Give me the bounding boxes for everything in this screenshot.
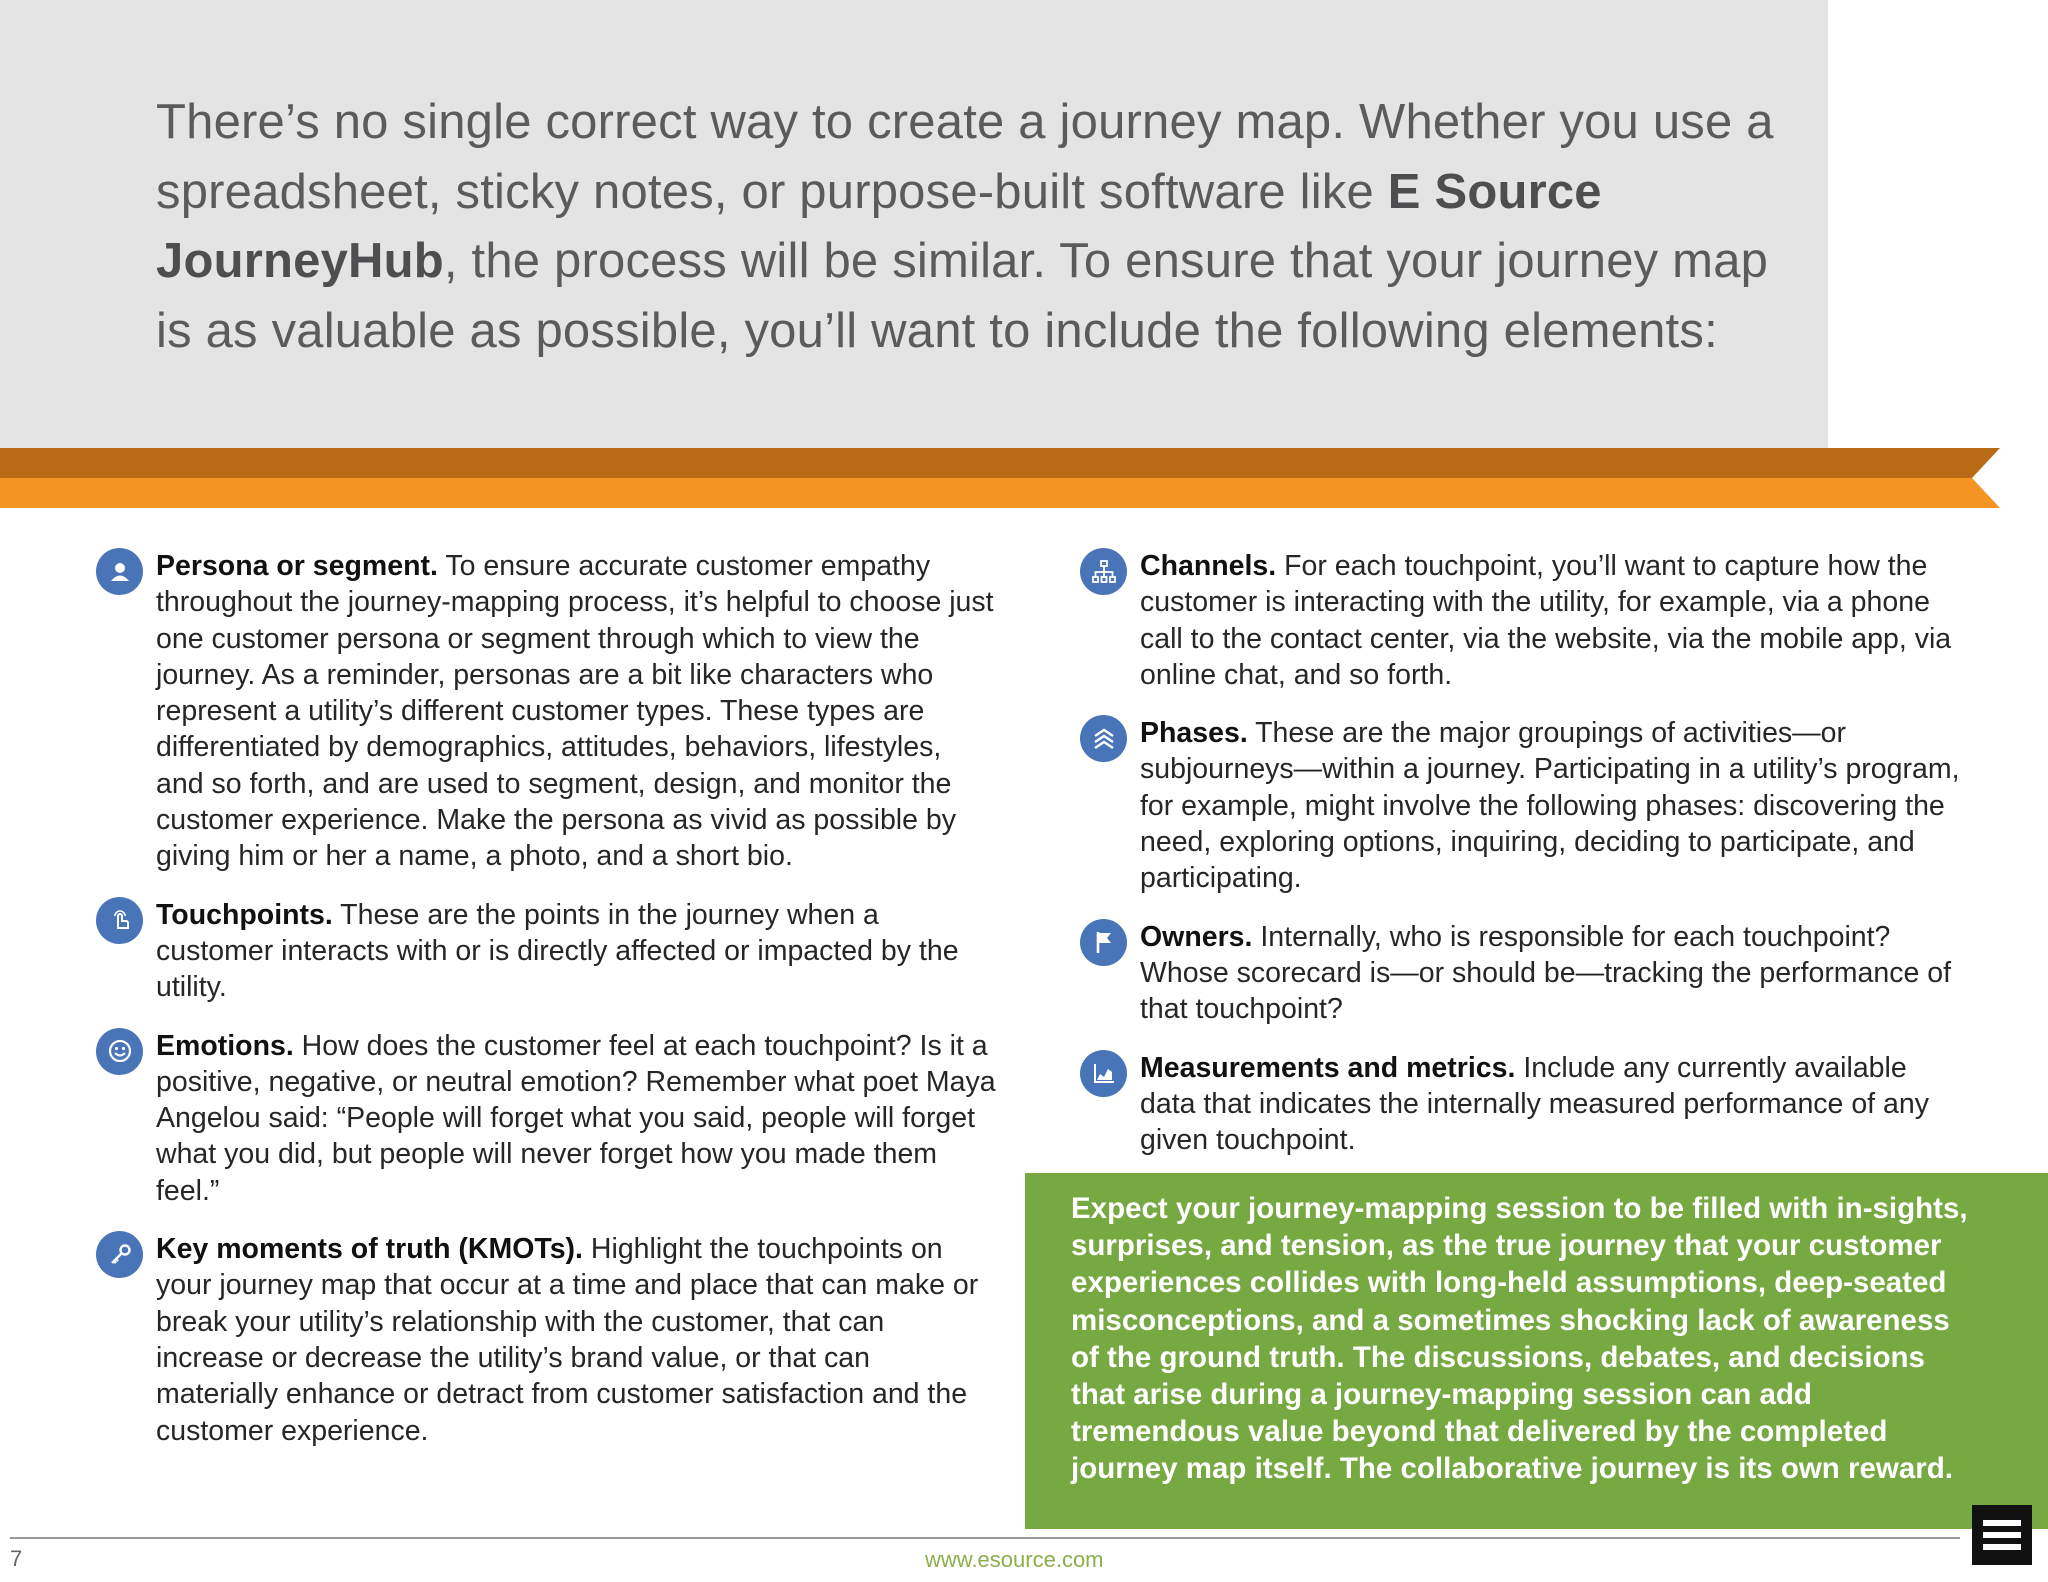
- item-title: Channels.: [1140, 550, 1277, 582]
- touch-hand-icon: [96, 897, 143, 944]
- metrics-item: [1080, 1050, 1970, 1159]
- item-title: Key moments of truth (KMOTs).: [156, 1233, 583, 1266]
- item-body: How does the customer feel at each touchpoint? Is it a positive, negative, or neutral emotion? Remember what poet Maya Angelou said: “People will forget what you said, people will forget what you did, but people will never forget how you made them feel.”: [156, 1029, 996, 1207]
- layers-icon: [1080, 715, 1127, 762]
- intro-product-name: E Source JourneyHub: [156, 164, 1602, 288]
- callout-text: Expect your journey-mapping session to be filled with in-sights, surprises, and tension, as the true journey that your customer experiences collides with long-held assumptions, deep-seated misconceptions, and a sometimes shocking lack of awareness of the ground truth. The discussions, debates, and decisions that arise during a journey-mapping session can add tremendous value beyond that delivered by the completed journey map itself. The collaborative journey is its own reward.: [1071, 1192, 1968, 1486]
- emotions-item: [96, 1028, 996, 1209]
- flag-icon: [1080, 919, 1127, 966]
- person-icon: [96, 548, 143, 595]
- intro-part1: There’s no single correct way to create a journey map. Whether you use a spreadsheet, sticky notes, or purpose-built software like: [156, 95, 1774, 219]
- item-body: Highlight the touchpoints on your journey map that occur at a time and place that can make or break your utility’s relationship with the customer, that can increase or decrease the utility’s brand value, or that can materially enhance or detract from customer satisfaction and the customer experience.: [156, 1233, 979, 1447]
- hierarchy-icon: [1080, 548, 1127, 595]
- footer-url[interactable]: www.esource.com: [925, 1547, 1104, 1572]
- item-body: These are the points in the journey when a customer interacts with or is directly affected or impacted by the utility.: [156, 898, 959, 1004]
- orange-ribbon: [0, 448, 2010, 508]
- item-title: Emotions.: [156, 1029, 294, 1062]
- channels-item: [1080, 548, 1970, 693]
- kmot-item: [96, 1231, 996, 1449]
- item-body: For each touchpoint, you’ll want to capture how the customer is interacting with the utility, for example, via a phone call to the contact center, via the website, via the mobile app, via online chat, and so forth.: [1140, 550, 1952, 691]
- key-icon: [96, 1231, 143, 1278]
- intro-part2: , the process will be similar. To ensure that your journey map is as valuable as possible, you’ll want to include the following elements:: [156, 234, 1769, 358]
- page-number: 7: [10, 1546, 23, 1571]
- persona-item: [96, 548, 996, 875]
- item-title: Phases.: [1140, 717, 1248, 750]
- phases-item: [1080, 715, 1970, 896]
- intro-paragraph: [156, 88, 1796, 366]
- item-body: Include any currently available data that indicates the internally measured performance of any given touchpoint.: [1140, 1051, 1929, 1157]
- owners-item: [1080, 919, 1970, 1028]
- touchpoints-item: [96, 897, 996, 1006]
- right-column: [1080, 548, 1970, 1158]
- item-title: Touchpoints.: [156, 898, 333, 931]
- item-body: These are the major groupings of activities—or subjourneys—within a journey. Participating in a utility’s program, for example, might involve the following phases: discovering the need, exploring options, inquiring, deciding to participate, and participating.: [1140, 717, 1960, 895]
- item-title: Owners.: [1140, 920, 1253, 953]
- left-column: [96, 548, 996, 1449]
- item-body: Internally, who is responsible for each touchpoint? Whose scorecard is—or should be—tracking the performance of that touchpoint?: [1140, 920, 1952, 1026]
- item-body: To ensure accurate customer empathy throughout the journey-mapping process, it’s helpful to choose just one customer persona or segment through which to view the journey. As a reminder, personas are a bit like characters who represent a utility’s different customer types. These types are differentiated by demographics, attitudes, behaviors, lifestyles, and so forth, and are used to segment, design, and monitor the customer experience. Make the persona as vivid as possible by giving him or her a name, a photo, and a short bio.: [156, 550, 994, 873]
- item-title: Persona or segment.: [156, 550, 438, 582]
- smiley-icon: [96, 1028, 143, 1075]
- menu-icon[interactable]: [1972, 1505, 2032, 1565]
- item-title: Measurements and metrics.: [1140, 1051, 1516, 1084]
- chart-icon: [1080, 1050, 1127, 1097]
- footer-divider: [10, 1537, 1960, 1539]
